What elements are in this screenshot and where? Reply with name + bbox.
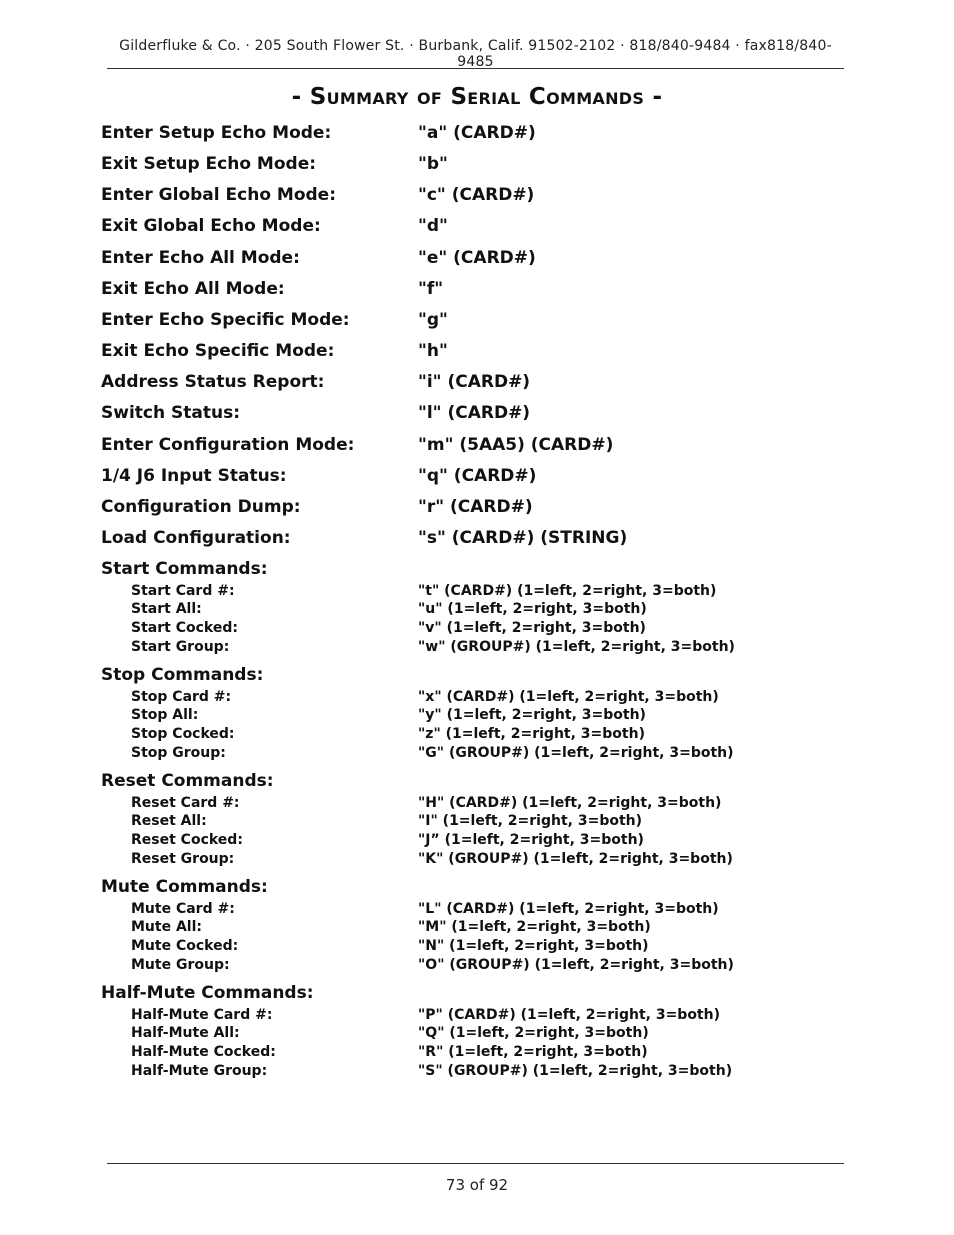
sub-command-value: "S" (GROUP#) (1=left, 2=right, 3=both) bbox=[418, 1063, 733, 1079]
command-row bbox=[0, 341, 954, 367]
sub-command-value: "v" (1=left, 2=right, 3=both) bbox=[418, 620, 646, 636]
sub-command-value: "z" (1=left, 2=right, 3=both) bbox=[418, 726, 645, 742]
command-label: Enter Configuration Mode: bbox=[101, 435, 355, 455]
command-row bbox=[0, 310, 954, 336]
command-label: Enter Global Echo Mode: bbox=[101, 185, 337, 205]
sub-command-row bbox=[0, 813, 954, 831]
command-label: 1/4 J6 Input Status: bbox=[101, 466, 287, 486]
sub-command-row bbox=[0, 851, 954, 869]
sub-command-value: "O" (GROUP#) (1=left, 2=right, 3=both) bbox=[418, 957, 734, 973]
sub-command-label: Stop Group: bbox=[131, 745, 226, 761]
sub-command-value: "N" (1=left, 2=right, 3=both) bbox=[418, 938, 649, 954]
sub-command-label: Mute Cocked: bbox=[131, 938, 239, 954]
sub-command-value: "J” (1=left, 2=right, 3=both) bbox=[418, 832, 644, 848]
sub-command-row bbox=[0, 745, 954, 763]
sub-command-label: Stop All: bbox=[131, 707, 199, 723]
command-row bbox=[0, 248, 954, 274]
sub-command-row bbox=[0, 1063, 954, 1081]
sub-command-row bbox=[0, 919, 954, 937]
page-header: Gilderfluke & Co. · 205 South Flower St. · Burbank, Calif. 91502-2102 · 818/840-9484 · fax818/840-9485 bbox=[119, 38, 832, 70]
sub-command-value: "M" (1=left, 2=right, 3=both) bbox=[418, 919, 651, 935]
sub-command-row bbox=[0, 957, 954, 975]
command-value: "g" bbox=[418, 310, 448, 330]
sub-command-value: "H" (CARD#) (1=left, 2=right, 3=both) bbox=[418, 795, 722, 811]
command-row bbox=[0, 528, 954, 554]
sub-command-row bbox=[0, 601, 954, 619]
page-number: 73 of 92 bbox=[445, 1176, 509, 1194]
command-value: "r" (CARD#) bbox=[418, 497, 533, 517]
command-value: "c" (CARD#) bbox=[418, 185, 535, 205]
command-row bbox=[0, 154, 954, 180]
command-row bbox=[0, 466, 954, 492]
command-label: Exit Echo Specific Mode: bbox=[101, 341, 335, 361]
sub-command-value: "w" (GROUP#) (1=left, 2=right, 3=both) bbox=[418, 639, 735, 655]
sub-command-label: Start Cocked: bbox=[131, 620, 238, 636]
sub-command-value: "R" (1=left, 2=right, 3=both) bbox=[418, 1044, 648, 1060]
sub-command-row bbox=[0, 1044, 954, 1062]
command-label: Exit Echo All Mode: bbox=[101, 279, 285, 299]
command-row bbox=[0, 435, 954, 461]
command-label: Enter Setup Echo Mode: bbox=[101, 123, 332, 143]
command-value: "a" (CARD#) bbox=[418, 123, 536, 143]
sub-command-value: "L" (CARD#) (1=left, 2=right, 3=both) bbox=[418, 901, 719, 917]
group-title-reset: Reset Commands: bbox=[101, 771, 274, 791]
command-label: Exit Setup Echo Mode: bbox=[101, 154, 317, 174]
sub-command-row bbox=[0, 1007, 954, 1025]
command-row bbox=[0, 497, 954, 523]
command-value: "h" bbox=[418, 341, 448, 361]
command-row bbox=[0, 216, 954, 242]
sub-command-label: Start Card #: bbox=[131, 583, 235, 599]
command-value: "b" bbox=[418, 154, 448, 174]
sub-command-row bbox=[0, 620, 954, 638]
command-value: "d" bbox=[418, 216, 448, 236]
sub-command-row bbox=[0, 726, 954, 744]
sub-command-value: "I" (1=left, 2=right, 3=both) bbox=[418, 813, 643, 829]
command-label: Switch Status: bbox=[101, 403, 240, 423]
sub-command-label: Mute All: bbox=[131, 919, 202, 935]
sub-command-label: Reset Card #: bbox=[131, 795, 240, 811]
sub-command-label: Half-Mute Cocked: bbox=[131, 1044, 276, 1060]
sub-command-label: Start Group: bbox=[131, 639, 230, 655]
sub-command-row bbox=[0, 707, 954, 725]
group-title-stop: Stop Commands: bbox=[101, 665, 264, 685]
sub-command-label: Stop Cocked: bbox=[131, 726, 235, 742]
sub-command-value: "K" (GROUP#) (1=left, 2=right, 3=both) bbox=[418, 851, 733, 867]
page-title: - Summary of Serial Commands - bbox=[291, 84, 663, 110]
sub-command-label: Reset Cocked: bbox=[131, 832, 243, 848]
command-row bbox=[0, 123, 954, 149]
command-value: "f" bbox=[418, 279, 444, 299]
sub-command-label: Mute Card #: bbox=[131, 901, 235, 917]
sub-command-value: "u" (1=left, 2=right, 3=both) bbox=[418, 601, 647, 617]
group-title-start: Start Commands: bbox=[101, 559, 268, 579]
group-title-mute: Mute Commands: bbox=[101, 877, 268, 897]
group-title-half-mute: Half-Mute Commands: bbox=[101, 983, 314, 1003]
command-row bbox=[0, 403, 954, 429]
command-row bbox=[0, 185, 954, 211]
command-label: Enter Echo All Mode: bbox=[101, 248, 300, 268]
command-value: "e" (CARD#) bbox=[418, 248, 536, 268]
sub-command-value: "y" (1=left, 2=right, 3=both) bbox=[418, 707, 646, 723]
command-row bbox=[0, 372, 954, 398]
sub-command-label: Start All: bbox=[131, 601, 202, 617]
command-label: Configuration Dump: bbox=[101, 497, 301, 517]
sub-command-row bbox=[0, 1025, 954, 1043]
sub-command-value: "G" (GROUP#) (1=left, 2=right, 3=both) bbox=[418, 745, 734, 761]
command-label: Exit Global Echo Mode: bbox=[101, 216, 321, 236]
sub-command-label: Stop Card #: bbox=[131, 689, 232, 705]
footer-divider bbox=[107, 1163, 844, 1164]
command-row bbox=[0, 279, 954, 305]
command-value: "q" (CARD#) bbox=[418, 466, 537, 486]
command-label: Enter Echo Specific Mode: bbox=[101, 310, 350, 330]
sub-command-value: "Q" (1=left, 2=right, 3=both) bbox=[418, 1025, 649, 1041]
sub-command-row bbox=[0, 832, 954, 850]
command-label: Load Configuration: bbox=[101, 528, 291, 548]
sub-command-row bbox=[0, 583, 954, 601]
command-value: "l" (CARD#) bbox=[418, 403, 531, 423]
command-label: Address Status Report: bbox=[101, 372, 325, 392]
sub-command-row bbox=[0, 639, 954, 657]
sub-command-value: "P" (CARD#) (1=left, 2=right, 3=both) bbox=[418, 1007, 720, 1023]
sub-command-row bbox=[0, 938, 954, 956]
command-value: "i" (CARD#) bbox=[418, 372, 531, 392]
command-value: "m" (5AA5) (CARD#) bbox=[418, 435, 614, 455]
sub-command-label: Mute Group: bbox=[131, 957, 230, 973]
sub-command-row bbox=[0, 795, 954, 813]
header-divider bbox=[107, 68, 844, 69]
sub-command-value: "x" (CARD#) (1=left, 2=right, 3=both) bbox=[418, 689, 719, 705]
sub-command-label: Half-Mute Card #: bbox=[131, 1007, 273, 1023]
sub-command-label: Reset All: bbox=[131, 813, 207, 829]
sub-command-label: Half-Mute Group: bbox=[131, 1063, 268, 1079]
sub-command-row bbox=[0, 901, 954, 919]
command-value: "s" (CARD#) (STRING) bbox=[418, 528, 628, 548]
sub-command-row bbox=[0, 689, 954, 707]
sub-command-label: Half-Mute All: bbox=[131, 1025, 240, 1041]
sub-command-label: Reset Group: bbox=[131, 851, 235, 867]
sub-command-value: "t" (CARD#) (1=left, 2=right, 3=both) bbox=[418, 583, 717, 599]
